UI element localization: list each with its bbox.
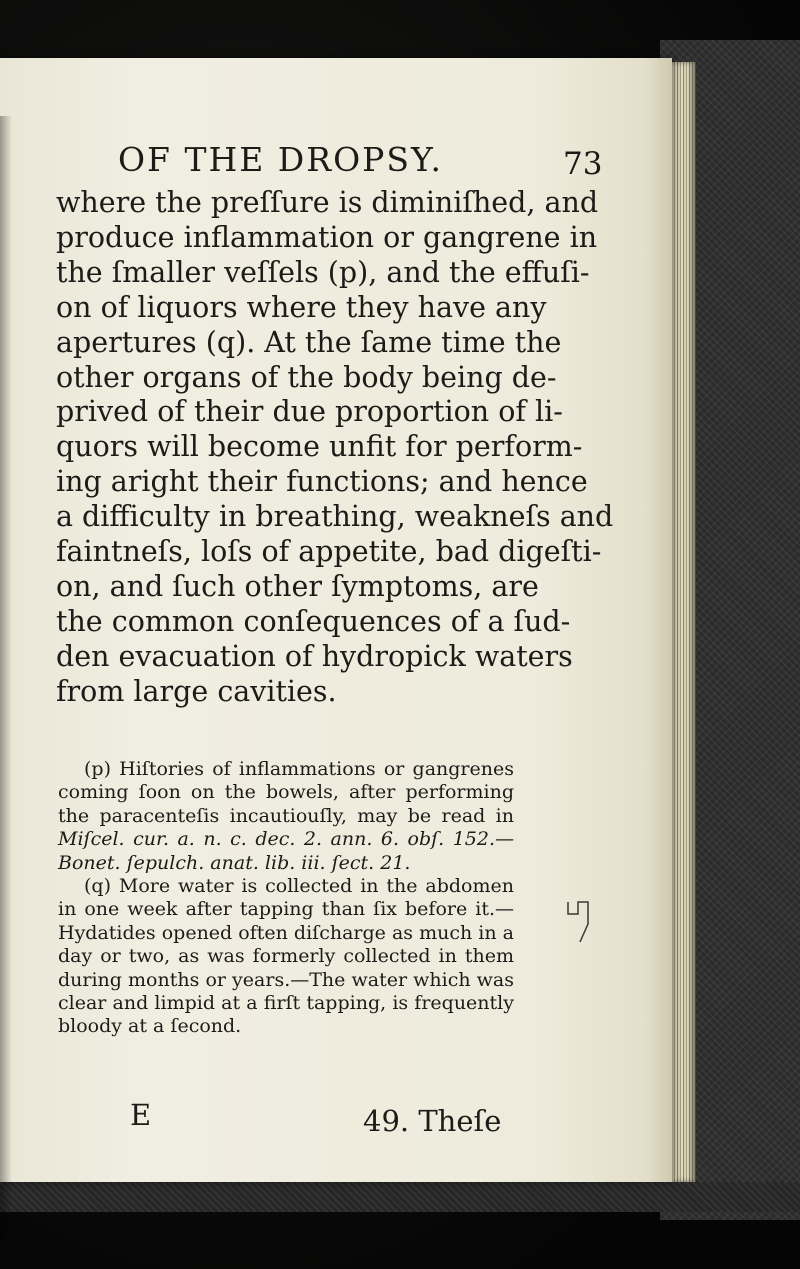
body-line: den evacuation of hydropick waters xyxy=(56,639,573,673)
footnote-line: the paracenteſis incautiouſly, may be read in xyxy=(58,804,514,827)
footnote-line: (q) More water is collected in the abdomen xyxy=(84,875,514,898)
body-line: where the preſſure is diminiſhed, and xyxy=(56,186,599,219)
book-page xyxy=(0,58,672,1182)
running-head: OF THE DROPSY. xyxy=(118,140,443,179)
body-line: ing aright their functions; and hence xyxy=(56,465,588,499)
footnote-line: coming ſoon on the bowels, after performing xyxy=(58,781,514,804)
body-line: the ſmaller veſſels (p), and the effuſi- xyxy=(56,255,590,289)
body-line: on of liquors where they have any xyxy=(56,290,547,324)
catchword: 49. Theſe xyxy=(363,1104,502,1138)
bracket-mark-icon xyxy=(566,894,590,944)
body-line: faintneſs, loſs of appetite, bad digeſti- xyxy=(56,535,602,569)
body-line: prived of their due proportion of li- xyxy=(56,395,563,429)
signature-mark: E xyxy=(130,1098,152,1132)
body-line: produce inflammation or gangrene in xyxy=(56,220,598,254)
footnote-line: Bonet. ſepulch. anat. lib. iii. ſect. 21. xyxy=(58,851,411,874)
body-line: other organs of the body being de- xyxy=(56,360,557,394)
footnote-line: day or two, as was formerly collected in them xyxy=(58,945,514,968)
footnote-line: in one week after tapping than ſix before it.— xyxy=(58,898,514,921)
body-line: quors will become unfit for perform- xyxy=(56,430,583,464)
footnote-line: clear and limpid at a firſt tapping, is frequently xyxy=(58,992,514,1015)
footnotes xyxy=(58,758,514,1039)
page-content xyxy=(0,58,672,1182)
footnote-line: (p) Hiſtories of inflammations or gangrenes xyxy=(84,758,514,780)
footnote-line: bloody at a ſecond. xyxy=(58,1015,242,1038)
book-cover-bottom xyxy=(0,1182,800,1212)
footnote-line: during months or years.—The water which was xyxy=(58,968,514,991)
page-number: 73 xyxy=(563,146,603,182)
body-line: on, and ſuch other ſymptoms, are xyxy=(56,569,539,603)
footnote-line: Miſcel. cur. a. n. c. dec. 2. ann. 6. obſ. 152.— xyxy=(58,828,514,851)
body-line: apertures (q). At the ſame time the xyxy=(56,325,562,359)
footnote-line: Hydatides opened often diſcharge as much in a xyxy=(58,921,514,944)
body-line: a difficulty in breathing, weakneſs and xyxy=(56,500,614,534)
body-text xyxy=(56,186,614,710)
body-line: the common conſequences of a ſud- xyxy=(56,604,571,638)
body-line: from large cavities. xyxy=(56,674,337,708)
